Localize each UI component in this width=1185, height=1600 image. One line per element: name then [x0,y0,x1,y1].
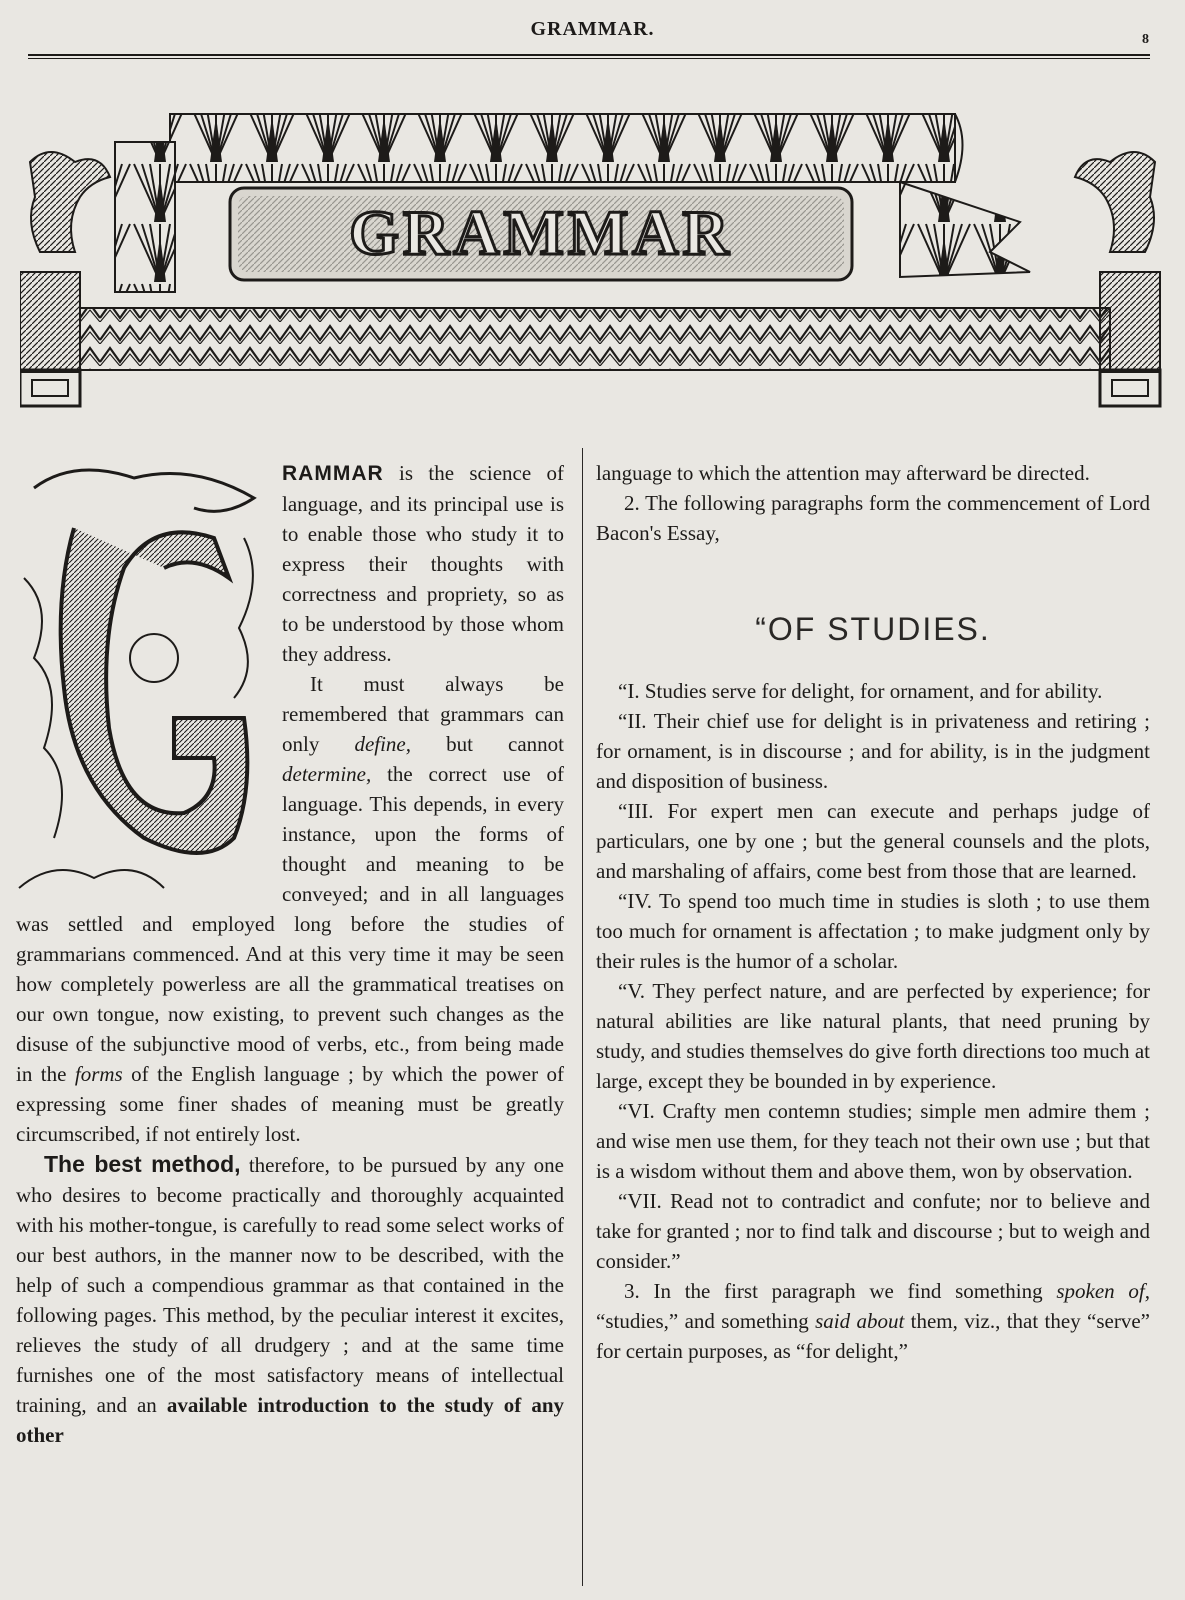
ribbon-end-right [900,182,1030,277]
banner-title: GRAMMAR [349,197,733,268]
running-head: GRAMMAR. [530,18,655,40]
ribbon-top [170,114,963,182]
essay-title: “OF STUDIES. [755,611,991,647]
essay-quote-2: “II. Their chief use for delight is in privateness and retiring ; for ornament, is in discourse ; and for ability, is in the judgment and disposition of business. [596,709,1150,793]
essay-quote-6: “VI. Crafty men contemn studies; simple men admire them ; and wise men use them, for they teach not their own use ; but that is a wisdom without them and above them, won by observation. [596,1099,1150,1183]
column-divider [582,448,583,1586]
p2-determine: determine, [282,762,372,786]
p3r-text-c: them, viz., that they “serve” for certain purposes, as “for delight,” [596,1309,1150,1363]
p3-text: therefore, to be pursued by any one who desires to become practically and thoroughly acquainted with his mother-tongue, is carefully to read some select works of our best authors, in the manner now to be described, with the help of such a compendious grammar as that contained in the following pages. This method, by the peculiar interest it excites, relieves the study of all drudgery ; and at the same time furnishes one of the most satisfactory means of intellectual training, and an [16,1153,565,1417]
p2-text-b: but cannot [411,732,564,756]
essay-quote-3: “III. For expert men can execute and perhaps judge of particulars, one by one ; but the general counsels and the plots, and marshaling of affairs, come best from those that are learned. [596,799,1150,883]
p2-forms: forms [74,1062,123,1086]
essay-quote-4: “IV. To spend too much time in studies is sloth ; to use them too much for ornament is affectation ; to make judgment only by their rules is the humor of a scholar. [596,889,1150,973]
p3r-spoken-of: spoken of, [1056,1279,1150,1303]
p2-define: define, [354,732,411,756]
p2-text-d: of the English language ; by which the power of expressing some finer shades of meaning must be greatly circumscribed, if not entirely lost. [16,1062,564,1146]
best-method-lead: The best method, [44,1151,241,1177]
title-plaque [230,188,852,280]
p3-bold-text: available introduction to the study of any other [16,1393,564,1447]
paragraph-2: 2. The following paragraphs form the commencement of Lord Bacon's Essay, [596,491,1150,545]
p2-text-a: It must always be remembered that grammars can only [282,672,564,756]
p3r-said-about: said about [815,1309,905,1333]
page-number: 8 [1142,32,1149,47]
header-rule [28,54,1150,59]
essay-quote-1: “I. Studies serve for delight, for ornament, and for ability. [618,679,1103,703]
left-column [16,458,564,1450]
ornamental-initial-g [14,458,274,894]
p3r-text-a: 3. In the first paragraph we find something [624,1279,1057,1303]
essay-quote-5: “V. They perfect nature, and are perfected by experience; for natural abilities are like natural plants, that need pruning by study, and studies themselves do give forth directions too much at large, except they be bounded in by experience. [596,979,1150,1093]
essay-quote-7: “VII. Read not to contradict and confute; nor to believe and take for granted ; nor to find talk and discourse ; but to weigh and consider.” [596,1189,1150,1273]
p2-text-c: the correct use of language. This depends, in every instance, upon the forms of thought and meaning to be conveyed; and in all languages was settled and employed long before the studies of grammarians commenced. And at this very time it may be seen how completely powerless are all the grammatical treatises on our own tongue, now existing, to prevent such changes as the disuse of the subjunctive mood of verbs, etc., from being made in the [16,762,564,1086]
continuation-paragraph: language to which the attention may afterward be directed. [596,461,1090,485]
intro-lead-word: RAMMAR [282,462,384,485]
right-column [596,458,1150,1366]
essay-quotes [596,676,1150,1276]
p3r-text-b: “studies,” and something [596,1309,816,1333]
decorative-banner [20,102,1165,422]
paragraph-best-method [16,1149,564,1450]
paragraph-3 [596,1276,1150,1366]
intro-text: is the science of language, and its principal use is to enable those who study it to express their thoughts with correctness and propriety, so as to be understood by those whom they address. [282,461,564,666]
